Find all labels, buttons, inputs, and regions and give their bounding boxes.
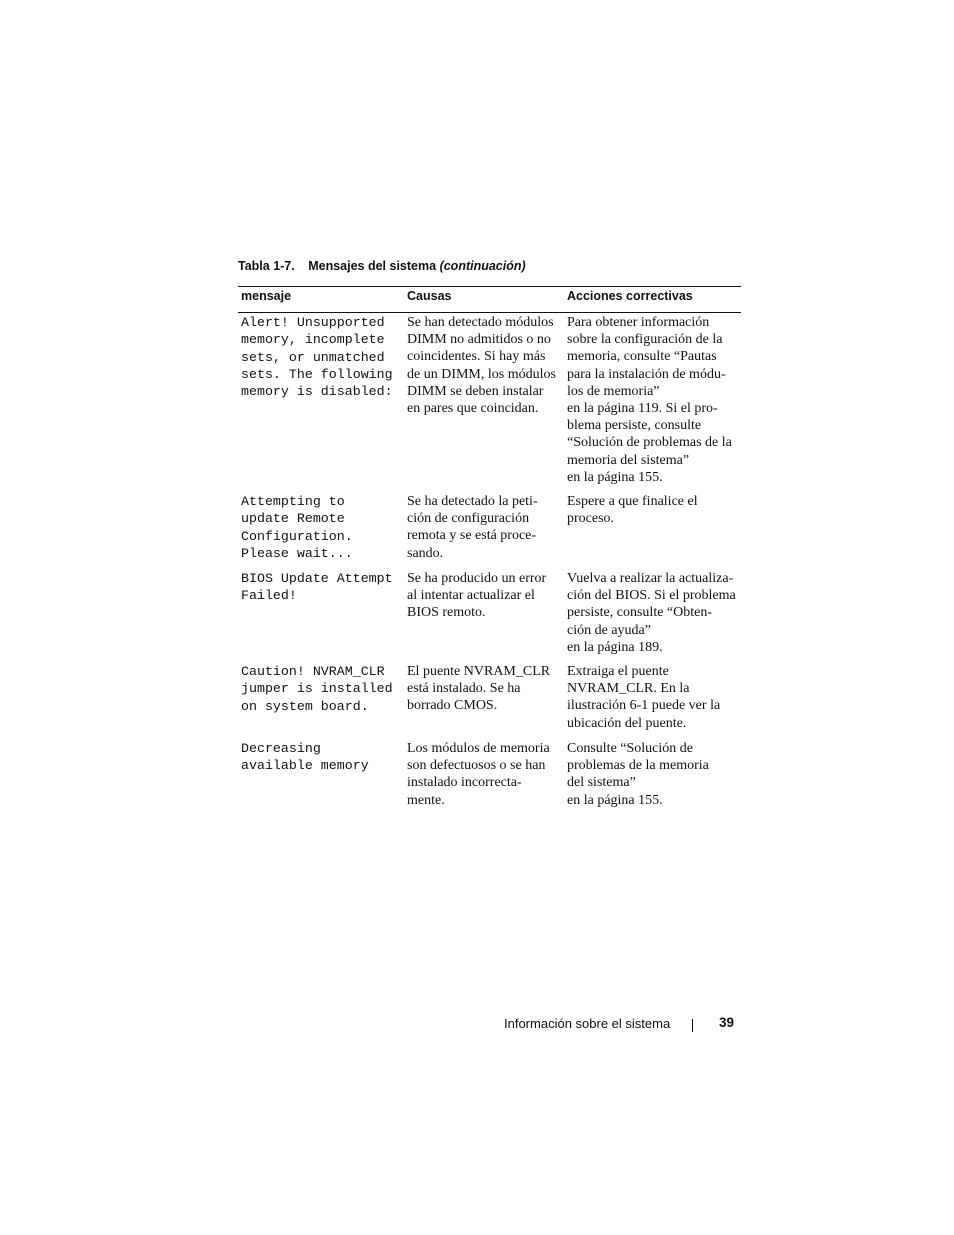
cause-cell: Se ha detectado la peti- ción de configuración remota y se está proce- sando.	[407, 494, 538, 561]
footer-section-title: Información sobre el sistema	[504, 1016, 671, 1031]
caption-title: Mensajes del sistema	[308, 259, 437, 273]
message-cell: Decreasing available memory	[241, 741, 369, 774]
table-top-rule	[238, 286, 741, 287]
action-cell: Espere a que finalice el proceso.	[567, 494, 698, 527]
caption-label: Tabla 1-7.	[238, 259, 295, 273]
action-cell: Consulte “Solución de problemas de la memoria del sistema” en la página 155.	[567, 741, 709, 808]
action-cell: Para obtener información sobre la configuración de la memoria, consulte “Pautas para la instalación de módu- los de memoria” en la página 119. Si el pro- blema persiste, consulte “Solución de problemas de la memoria del sistema” en la página 155.	[567, 315, 732, 485]
action-cell: Vuelva a realizar la actualiza- ción del BIOS. Si el problema persiste, consulte “Obten- ción de ayuda” en la página 189.	[567, 571, 736, 655]
header-bottom-rule	[238, 312, 741, 313]
message-cell: Caution! NVRAM_CLR jumper is installed on system board.	[241, 664, 393, 714]
cause-cell: Se ha producido un error al intentar actualizar el BIOS remoto.	[407, 571, 547, 621]
header-causas: Causas	[407, 289, 452, 303]
caption-continuation: (continuación)	[439, 259, 526, 273]
table-caption	[238, 259, 526, 273]
cause-cell: Se han detectado módulos DIMM no admitidos o no coincidentes. Si hay más de un DIMM, los módulos DIMM se deben instalar en pares que coincidan.	[407, 315, 556, 417]
message-cell: Attempting to update Remote Configuration. Please wait...	[241, 494, 353, 561]
cause-cell: El puente NVRAM_CLR está instalado. Se ha borrado CMOS.	[407, 664, 551, 714]
header-acciones: Acciones correctivas	[567, 289, 693, 303]
message-cell: Alert! Unsupported memory, incomplete sets, or unmatched sets. The following memory is disabled:	[241, 315, 393, 400]
page-number: 39	[719, 1015, 735, 1030]
header-mensaje: mensaje	[241, 289, 292, 303]
message-cell: BIOS Update Attempt Failed!	[241, 571, 393, 604]
footer-separator	[692, 1019, 693, 1032]
action-cell: Extraiga el puente NVRAM_CLR. En la ilustración 6-1 puede ver la ubicación del puente.	[567, 664, 721, 731]
cause-cell: Los módulos de memoria son defectuosos o se han instalado incorrecta- mente.	[407, 741, 550, 808]
